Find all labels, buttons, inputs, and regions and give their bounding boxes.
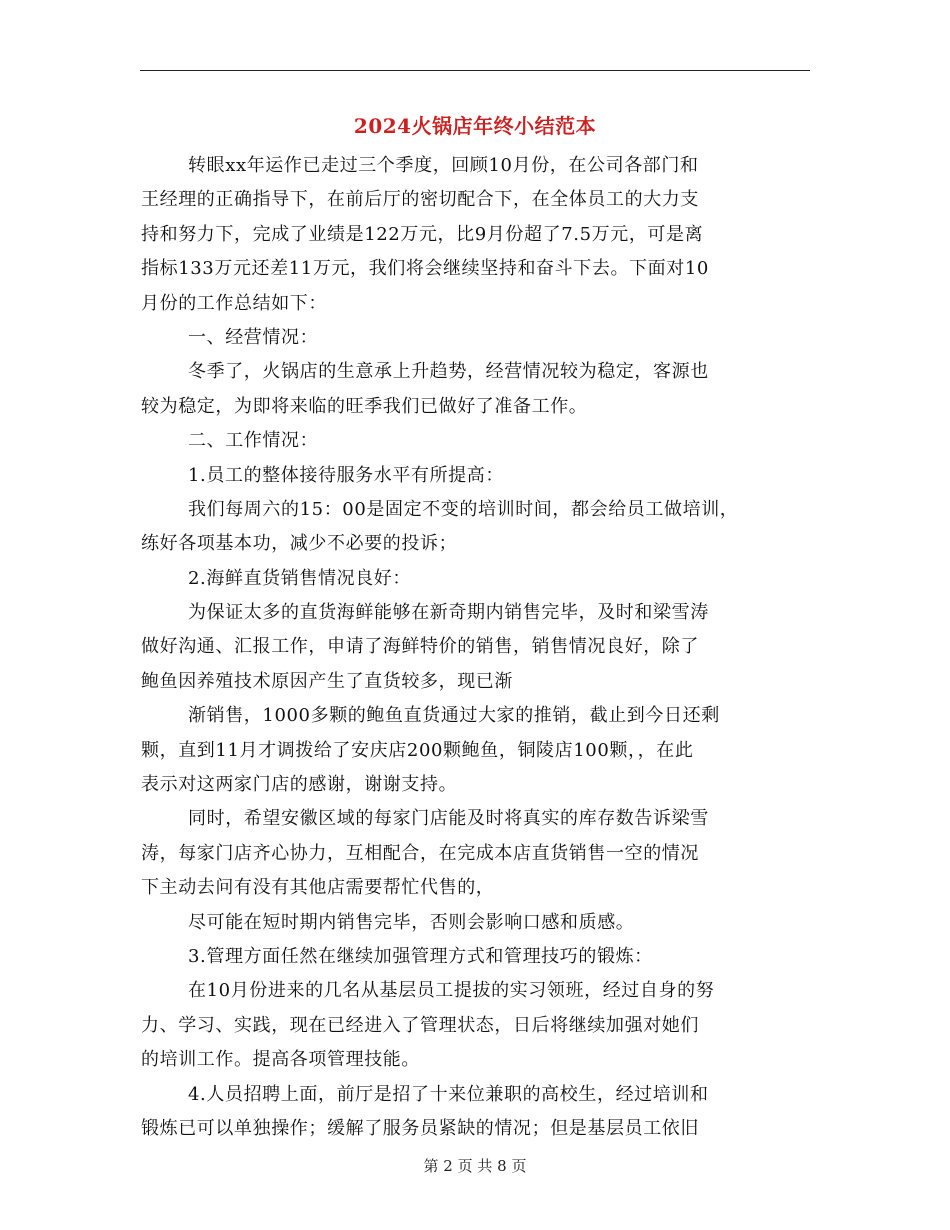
body-text-line: 冬季了，火锅店的生意承上升趋势，经营情况较为稳定，客源也 [188,361,709,383]
body-text-line: 在10月份进来的几名从基层员工提拔的实习领班，经过自身的努 [188,980,715,1002]
body-text-line: 较为稳定，为即将来临的旺季我们已做好了准备工作。 [141,395,588,417]
body-text-line: 2.海鲜直货销售情况良好： [188,567,411,589]
body-text-line: 我们每周六的15：00是固定不变的培训时间，都会给员工做培训， [188,498,739,520]
body-text-line: 练好各项基本功，减少不必要的投诉； [141,533,458,555]
body-text-line: 锻炼已可以单独操作；缓解了服务员紧缺的情况；但是基层员工依旧 [141,1117,699,1139]
body-text-line: 3.管理方面任然在继续加强管理方式和管理技巧的锻炼： [188,945,653,967]
body-text-line: 二、工作情况： [188,430,319,452]
body-text-line: 力、学习、实践，现在已经进入了管理状态，日后将继续加强对她们 [141,1014,699,1036]
body-text-line: 指标133万元还差11万元，我们将会继续坚持和奋斗下去。下面对10 [141,258,709,280]
body-text-line: 王经理的正确指导下，在前后厅的密切配合下，在全体员工的大力支 [141,189,699,211]
body-text-line: 1.员工的整体接待服务水平有所提高： [188,464,504,486]
body-text-line: 同时，希望安徽区域的每家门店能及时将真实的库存数告诉梁雪 [188,808,709,830]
body-text-line: 涛，每家门店齐心协力，互相配合，在完成本店直货销售一空的情况 [141,842,699,864]
document-body [141,149,813,1146]
body-text-line: 为保证太多的直货海鲜能够在新奇期内销售完毕，及时和梁雪涛 [188,602,709,624]
document-title: 2024火锅店年终小结范本 [353,114,597,138]
body-text-line: 的培训工作。提高各项管理技能。 [141,1049,420,1071]
body-text-line: 一、经营情况： [188,326,319,348]
body-text-line: 持和努力下，完成了业绩是122万元，比9月份超了7.5万元，可是离 [141,223,704,245]
header-rule [140,70,810,71]
body-text-line: 月份的工作总结如下： [141,292,327,314]
body-text-line: 表示对这两家门店的感谢，谢谢支持。 [141,774,458,796]
body-text-line: 颗，直到11月才调拨给了安庆店200颗鲍鱼，铜陵店100颗，，在此 [141,739,694,761]
body-text-line: 渐销售，1000多颗的鲍鱼直货通过大家的推销，截止到今日还剩 [188,705,720,727]
body-text-line: 尽可能在短时期内销售完毕，否则会影响口感和质感。 [188,911,635,933]
body-text-line: 4.人员招聘上面，前厅是招了十来位兼职的高校生，经过培训和 [188,1083,709,1105]
body-text-line: 下主动去问有没有其他店需要帮忙代售的， [141,877,495,899]
body-text-line: 做好沟通、汇报工作，申请了海鲜特价的销售，销售情况良好，除了 [141,636,699,658]
body-text-line: 鲍鱼因养殖技术原因产生了直货较多，现已渐 [141,670,513,692]
body-text-line: 转眼xx年运作已走过三个季度，回顾10月份，在公司各部门和 [188,155,699,176]
page-number-footer: 第 2 页 共 8 页 [423,1157,527,1175]
